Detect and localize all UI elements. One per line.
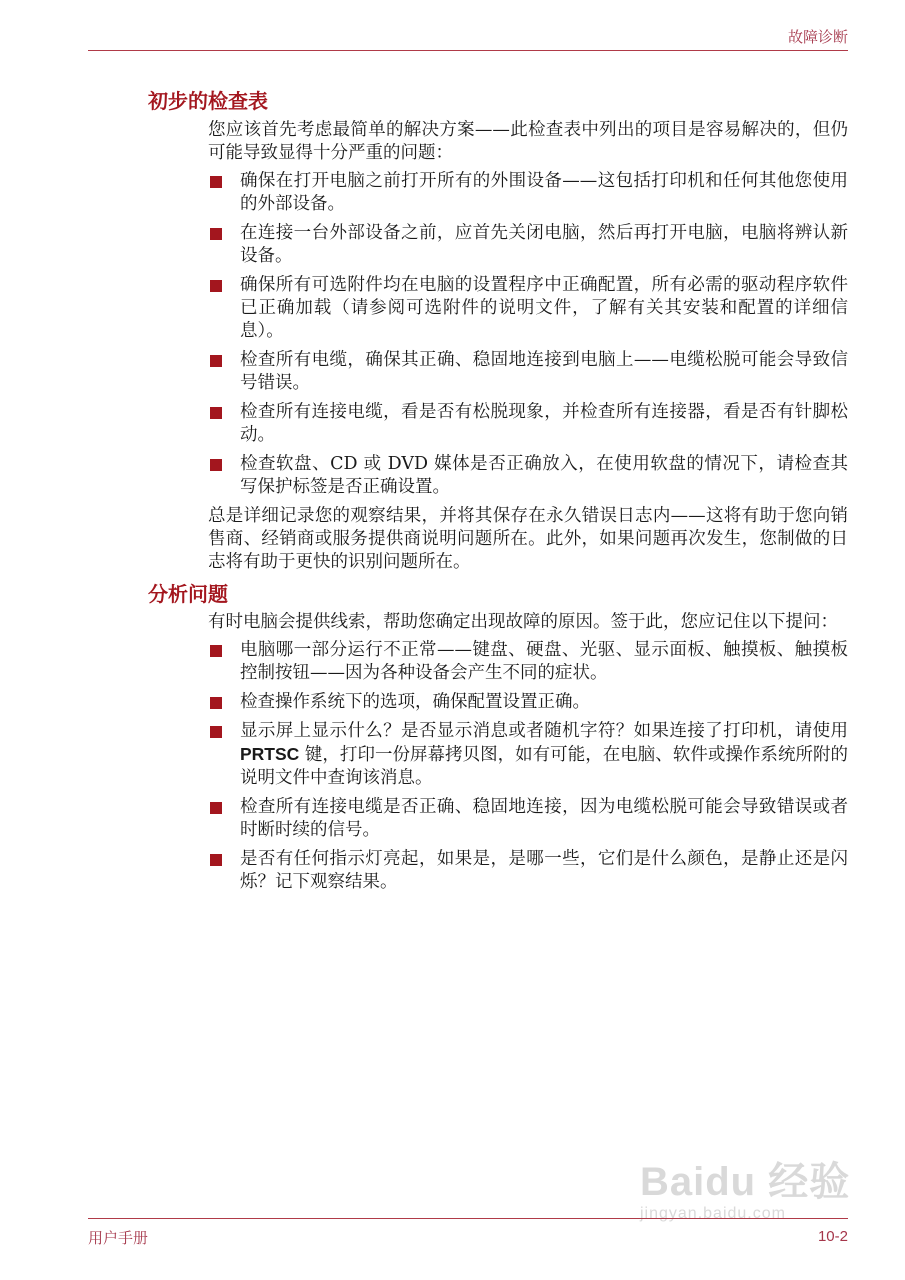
outro-paragraph: 总是详细记录您的观察结果，并将其保存在永久错误日志内——这将有助于您向销售商、经销商或服务提供商说明问题所在。此外，如果问题再次发生，您制做的日志将有助于更快的识别问题所在。 — [208, 506, 848, 572]
analysis-section — [208, 611, 848, 900]
item-text: 检查软盘、CD 或 DVD 媒体是否正确放入，在使用软盘的情况下，请检查其写保护标签是否正确设置。 — [240, 454, 848, 497]
item-text: 是否有任何指示灯亮起，如果是，是哪一些，它们是什么颜色，是静止还是闪烁？记下观察结果。 — [240, 849, 848, 892]
page-footer — [88, 1218, 848, 1249]
watermark — [640, 1150, 850, 1223]
list-item — [208, 401, 848, 447]
bullet-icon — [210, 407, 222, 419]
bullet-icon — [210, 355, 222, 367]
bullet-icon — [210, 459, 222, 471]
item-text: 检查所有连接电缆，看是否有松脱现象，并检查所有连接器，看是否有针脚松动。 — [240, 402, 848, 445]
bullet-icon — [210, 802, 222, 814]
section-title-analysis: 分析问题 — [148, 582, 228, 606]
bullet-icon — [210, 645, 222, 657]
footer-manual-title: 用户手册 — [88, 1229, 149, 1247]
section-title-checklist: 初步的检查表 — [148, 89, 268, 113]
bullet-icon — [210, 697, 222, 709]
intro-paragraph: 您应该首先考虑最简单的解决方案——此检查表中列出的项目是容易解决的，但仍可能导致显得十分严重的问题： — [208, 120, 848, 163]
item-text: 电脑哪一部分运行不正常——键盘、硬盘、光驱、显示面板、触摸板、触摸板控制按钮——因为各种设备会产生不同的症状。 — [240, 640, 848, 683]
item-text: 在连接一台外部设备之前，应首先关闭电脑，然后再打开电脑，电脑将辨认新设备。 — [240, 223, 848, 266]
bullet-icon — [210, 228, 222, 240]
list-item — [208, 848, 848, 894]
bullet-icon — [210, 726, 222, 738]
item-text: 显示屏上显示什么？是否显示消息或者随机字符？如果连接了打印机，请使用 — [240, 721, 848, 741]
item-text: 检查操作系统下的选项，确保配置设置正确。 — [240, 692, 590, 712]
key-name: PRTSC — [240, 744, 300, 764]
item-text: 键，打印一份屏幕拷贝图，如有可能，在电脑、软件或操作系统所附的说明文件中查询该消息。 — [240, 745, 848, 788]
list-item — [208, 691, 848, 714]
item-text: 检查所有连接电缆是否正确、稳固地连接，因为电缆松脱可能会导致错误或者时断时续的信号。 — [240, 797, 848, 840]
chapter-title: 故障诊断 — [787, 28, 848, 46]
question-list — [208, 639, 848, 894]
list-item — [208, 639, 848, 685]
intro-paragraph: 有时电脑会提供线索，帮助您确定出现故障的原因。签于此，您应记住以下提问： — [208, 612, 838, 632]
watermark-logo: Baidu 经验 — [640, 1160, 851, 1204]
bullet-icon — [210, 854, 222, 866]
page-header — [88, 26, 848, 51]
item-text: 检查所有电缆，确保其正确、稳固地连接到电脑上——电缆松脱可能会导致信号错误。 — [240, 350, 848, 393]
bullet-icon — [210, 280, 222, 292]
page-number: 10-2 — [817, 1228, 848, 1245]
watermark-url: jingyan.baidu.com — [640, 1205, 786, 1222]
list-item — [208, 349, 848, 395]
list-item — [208, 720, 848, 790]
checklist-section — [208, 119, 848, 579]
item-text: 确保在打开电脑之前打开所有的外围设备——这包括打印机和任何其他您使用的外部设备。 — [240, 171, 848, 214]
checklist — [208, 170, 848, 499]
list-item — [208, 453, 848, 499]
bullet-icon — [210, 176, 222, 188]
list-item — [208, 274, 848, 343]
item-text: 确保所有可选附件均在电脑的设置程序中正确配置，所有必需的驱动程序软件已正确加载（请参阅可选附件的说明文件，了解有关其安装和配置的详细信息）。 — [240, 275, 848, 341]
list-item — [208, 170, 848, 216]
list-item — [208, 222, 848, 268]
list-item — [208, 796, 848, 842]
